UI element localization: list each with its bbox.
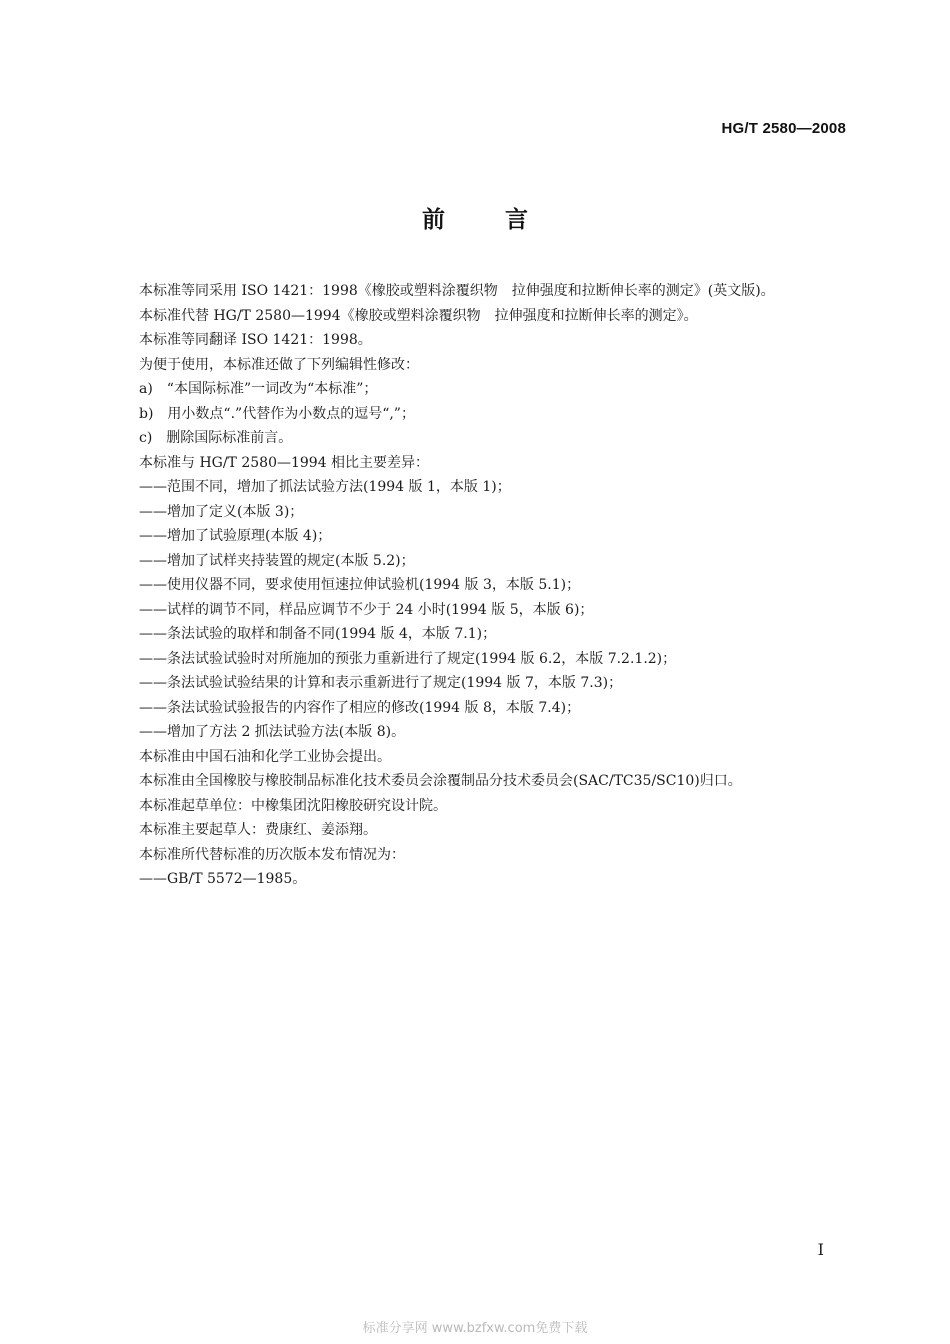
editorial-change-item-a: a) “本国际标准”一词改为“本标准”；	[139, 381, 378, 397]
paragraph-history-intro: 本标准所代替标准的历次版本发布情况为：	[139, 846, 405, 863]
difference-item-2: ——增加了定义(本版 3)；	[139, 503, 304, 520]
difference-item-3: ——增加了试验原理(本版 4)；	[139, 528, 332, 544]
page-title	[0, 201, 950, 234]
paragraph-differences-intro: 本标准与 HG/T 2580—1994 相比主要差异：	[139, 454, 430, 471]
difference-item-7: ——条法试验的取样和制备不同(1994 版 4，本版 7.1)；	[139, 626, 497, 642]
paragraph-adoption: 本标准等同采用 ISO 1421：1998《橡胶或塑料涂覆织物 拉伸强度和拉断伸长率的测定》(英文版)。	[139, 283, 775, 299]
paragraph-translation: 本标准等同翻译 ISO 1421：1998。	[139, 332, 372, 348]
standard-code: HG/T 2580—2008	[721, 120, 846, 137]
editorial-change-item-b: b) 用小数点“.”代替作为小数点的逗号“,”；	[139, 405, 415, 422]
difference-item-9: ——条法试验试验结果的计算和表示重新进行了规定(1994 版 7，本版 7.3)；	[139, 675, 623, 691]
paragraph-editorial-intro: 为便于使用，本标准还做了下列编辑性修改：	[139, 356, 419, 373]
foreword-body	[113, 279, 848, 892]
editorial-change-item-c: c) 删除国际标准前言。	[139, 430, 293, 446]
page-number: I	[817, 1240, 824, 1259]
difference-item-4: ——增加了试样夹持装置的规定(本版 5.2)；	[139, 552, 415, 569]
difference-item-8: ——条法试验试验时对所施加的预张力重新进行了规定(1994 版 6.2，本版 7.2.1.2)；	[139, 650, 677, 667]
difference-item-5: ——使用仪器不同，要求使用恒速拉伸试验机(1994 版 3，本版 5.1)；	[139, 577, 581, 593]
history-item-1: ——GB/T 5572—1985。	[139, 871, 307, 887]
difference-item-10: ——条法试验试验报告的内容作了相应的修改(1994 版 8，本版 7.4)；	[139, 699, 581, 716]
watermark-text: 标准分享网 www.bzfxw.com免费下载	[362, 1321, 588, 1336]
difference-item-11: ——增加了方法 2 抓法试验方法(本版 8)。	[139, 724, 406, 740]
paragraph-replaces: 本标准代替 HG/T 2580—1994《橡胶或塑料涂覆织物 拉伸强度和拉断伸长率的测定》。	[139, 307, 698, 324]
difference-item-6: ——试样的调节不同，样品应调节不少于 24 小时(1994 版 5，本版 6)；	[139, 601, 594, 618]
paragraph-drafting-unit: 本标准起草单位：中橡集团沈阳橡胶研究设计院。	[139, 797, 447, 814]
paragraph-centralized-by: 本标准由全国橡胶与橡胶制品标准化技术委员会涂覆制品分技术委员会(SAC/TC35/SC10)归口。	[139, 773, 742, 789]
paragraph-drafters: 本标准主要起草人：费康红、姜添翔。	[139, 822, 377, 838]
difference-item-1: ——范围不同，增加了抓法试验方法(1994 版 1，本版 1)；	[139, 479, 511, 495]
title-char-2: 言	[505, 207, 528, 233]
paragraph-proposed-by: 本标准由中国石油和化学工业协会提出。	[139, 748, 391, 765]
title-char-1: 前	[422, 207, 445, 233]
